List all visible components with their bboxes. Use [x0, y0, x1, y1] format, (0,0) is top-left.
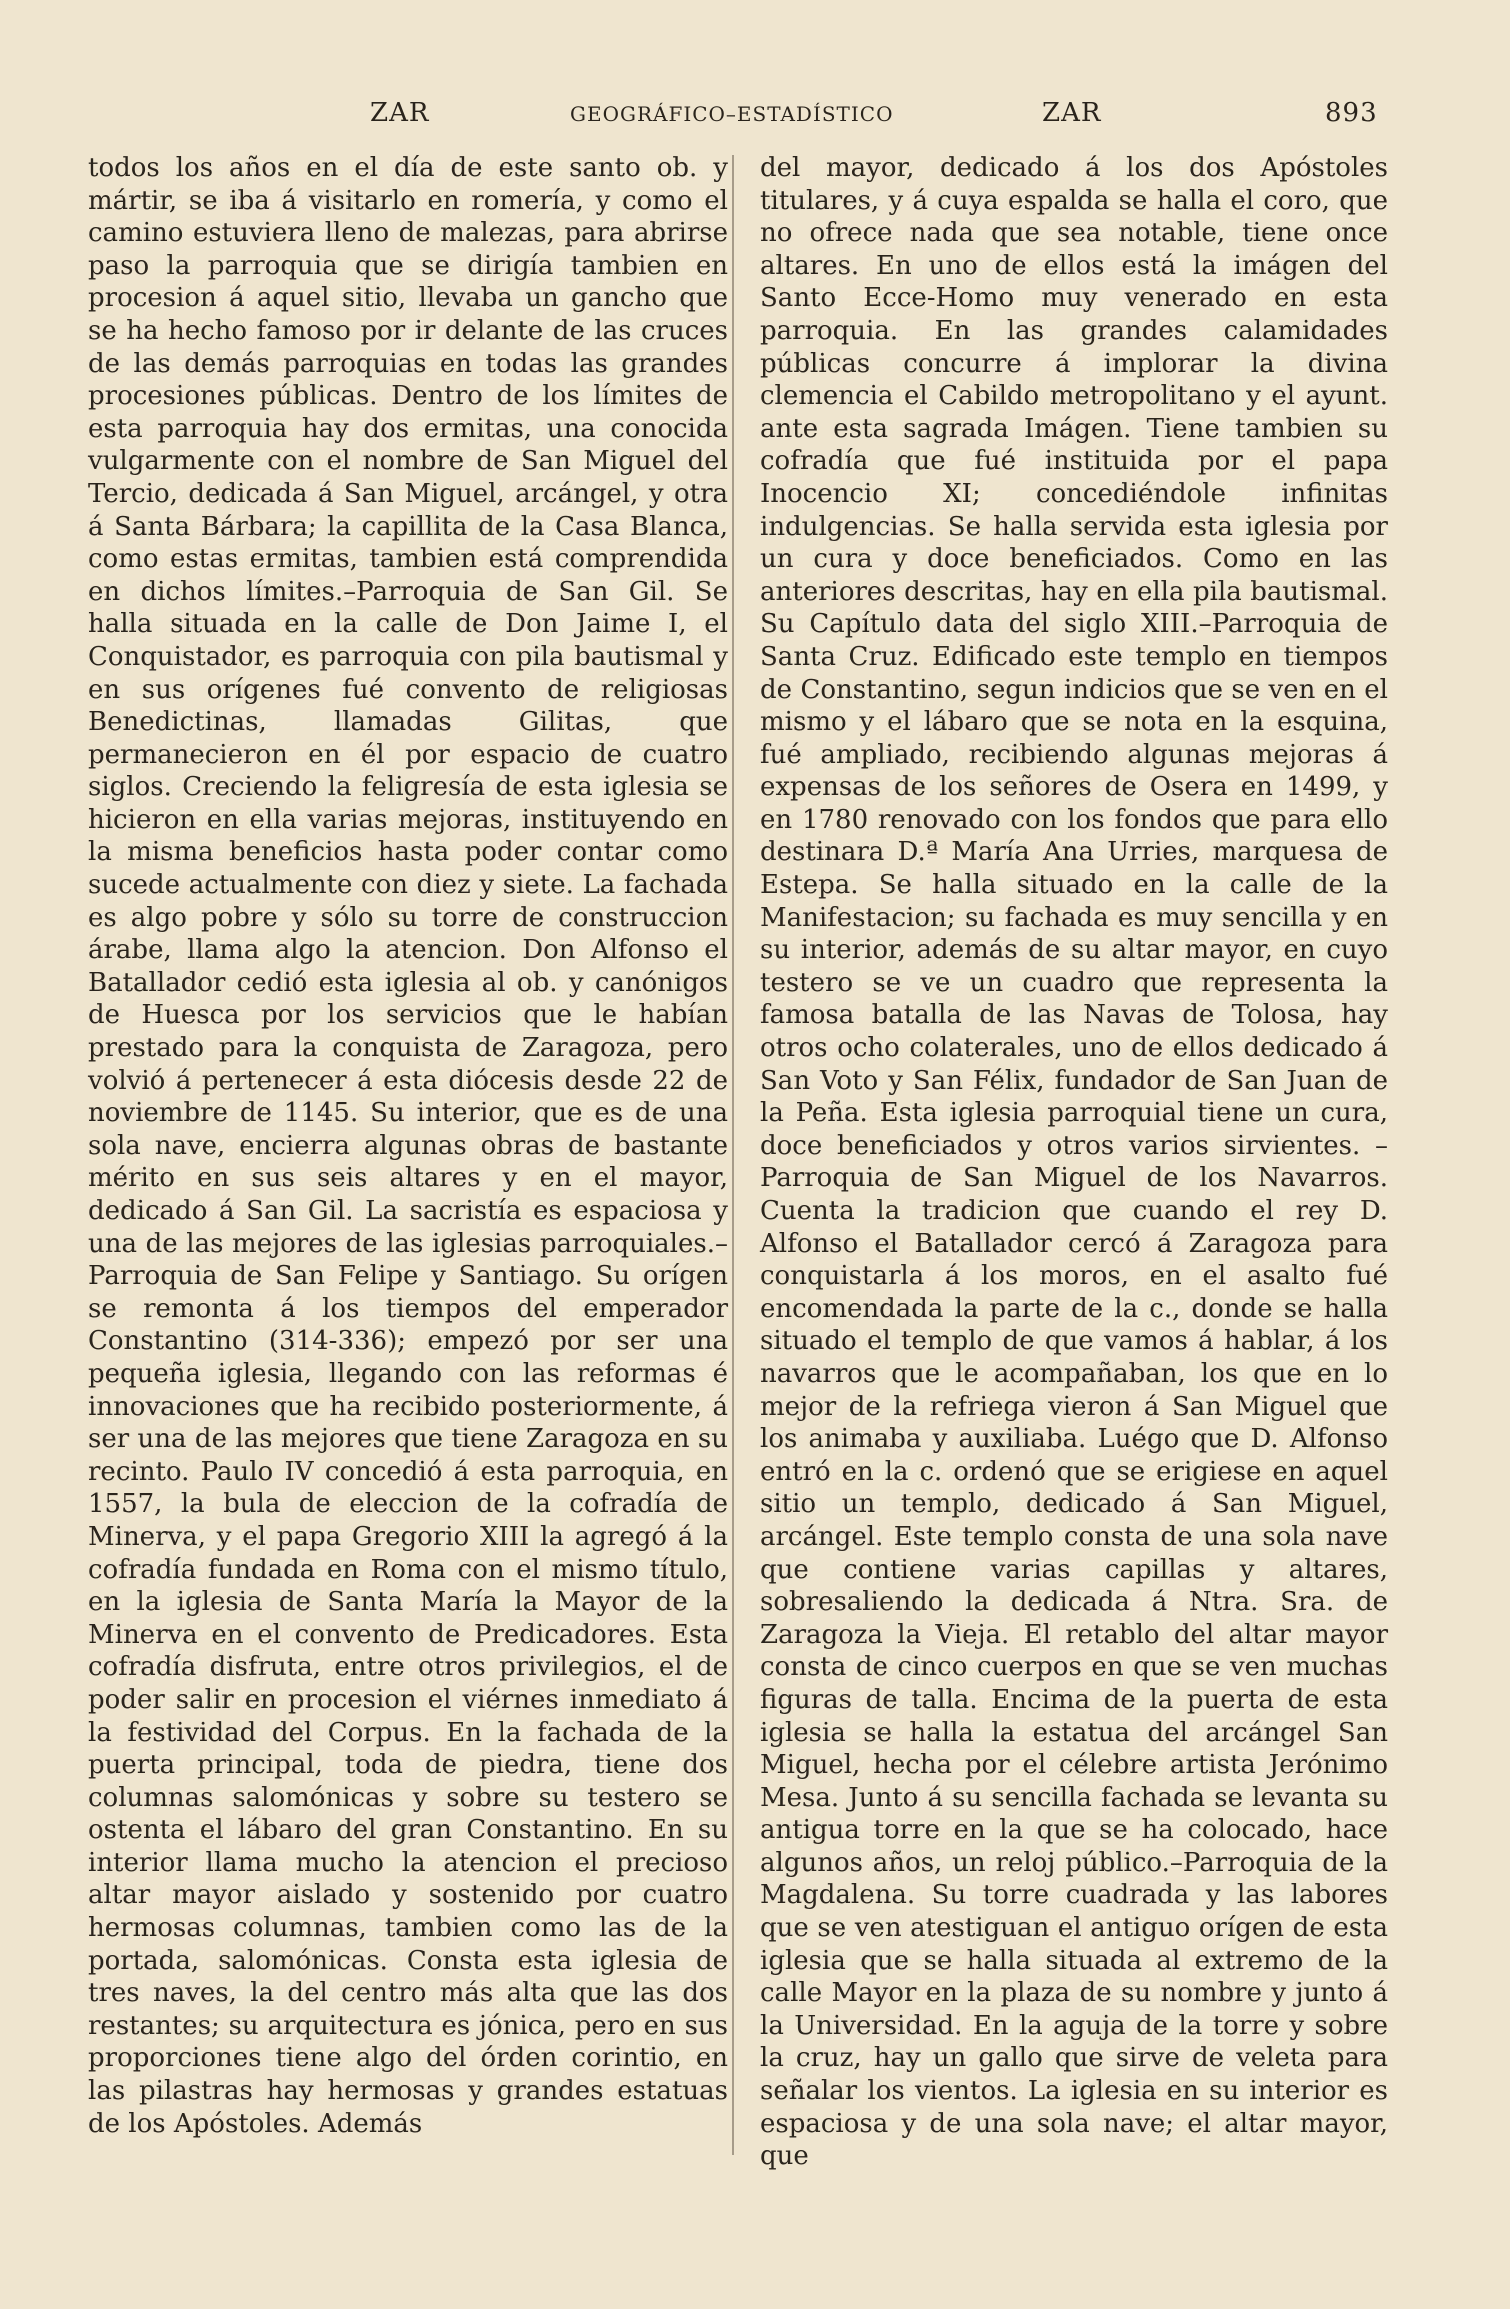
- column-divider: [732, 155, 734, 2155]
- running-header: [0, 98, 1510, 138]
- left-column-text: todos los años en el día de este santo ob. y mártir, se iba á visitarlo en romería, y como el camino estuviera lleno de malezas, para abrirse paso la parroquia que se dirigía tambien en procesion á aquel sitio, llevaba un gancho que se ha hecho famoso por ir delante de las cruces de las demás parroquias en todas las grandes procesiones públicas. Dentro de los límites de esta parroquia hay dos ermitas, una conocida vulgarmente con el nombre de San Miguel del Tercio, dedicada á San Miguel, arcángel, y otra á Santa Bárbara; la capillita de la Casa Blanca, como estas ermitas, tambien está comprendida en dichos límites.–Parroquia de San Gil. Se halla situada en la calle de Don Jaime I, el Conquistador, es parroquia con pila bautismal y en sus orígenes fué convento de religiosas Benedictinas, llamadas Gilitas, que permanecieron en él por espacio de cuatro siglos. Creciendo la feligresía de esta iglesia se hicieron en ella varias mejoras, instituyendo en la misma beneficios hasta poder contar como sucede actualmente con diez y siete. La fachada es algo pobre y sólo su torre de construccion árabe, llama algo la atencion. Don Alfonso el Batallador cedió esta iglesia al ob. y canónigos de Huesca por los servicios que le habían prestado para la conquista de Zaragoza, pero volvió á pertenecer á esta diócesis desde 22 de noviembre de 1145. Su interior, que es de una sola nave, encierra algunas obras de bastante mérito en sus seis altares y en el mayor, dedicado á San Gil. La sacristía es espaciosa y una de las mejores de las iglesias parroquiales.–Parroquia de San Felipe y Santiago. Su orígen se remonta á los tiempos del emperador Constantino (314-336); empezó por ser una pequeña iglesia, llegando con las reformas é innovaciones que ha recibido posteriormente, á ser una de las mejores que tiene Zaragoza en su recinto. Paulo IV concedió á esta parroquia, en 1557, la bula de eleccion de la cofradía de Minerva, y el papa Gregorio XIII la agregó á la cofradía fundada en Roma con el mismo título, en la iglesia de Santa María la Mayor de la Minerva en el convento de Predicadores. Esta cofradía disfruta, entre otros privilegios, el de poder salir en procesion el viérnes inmediato á la festividad del Corpus. En la fachada de la puerta principal, toda de piedra, tiene dos columnas salomónicas y sobre su testero se ostenta el lábaro del gran Constantino. En su interior llama mucho la atencion el precioso altar mayor aislado y sostenido por cuatro hermosas columnas, tambien como las de la portada, salomónicas. Consta esta iglesia de tres naves, la del centro más alta que las dos restantes; su arquitectura es jónica, pero en sus proporciones tiene algo del órden corintio, en las pilastras hay hermosas y grandes estatuas de los Apóstoles. Además: [88, 153, 728, 2139]
- header-right-word: ZAR: [1042, 98, 1102, 128]
- header-title: GEOGRÁFICO–ESTADÍSTICO: [570, 102, 894, 126]
- page-number: 893: [1325, 98, 1378, 128]
- header-left-word: ZAR: [370, 98, 430, 128]
- right-column-text: del mayor, dedicado á los dos Apóstoles titulares, y á cuya espalda se halla el coro, que no ofrece nada que sea notable, tiene once altares. En uno de ellos está la imágen del Santo Ecce-Homo muy venerado en esta parroquia. En las grandes calamidades públicas concurre á implorar la divina clemencia el Cabildo metropolitano y el ayunt. ante esta sagrada Imágen. Tiene tambien su cofradía que fué instituida por el papa Inocencio XI; concediéndole infinitas indulgencias. Se halla servida esta iglesia por un cura y doce beneficiados. Como en las anteriores descritas, hay en ella pila bautismal. Su Capítulo data del siglo XIII.–Parroquia de Santa Cruz. Edificado este templo en tiempos de Constantino, segun indicios que se ven en el mismo y el lábaro que se nota en la esquina, fué ampliado, recibiendo algunas mejoras á expensas de los señores de Osera en 1499, y en 1780 renovado con los fondos que para ello destinara D.ª María Ana Urries, marquesa de Estepa. Se halla situado en la calle de la Manifestacion; su fachada es muy sencilla y en su interior, además de su altar mayor, en cuyo testero se ve un cuadro que representa la famosa batalla de las Navas de Tolosa, hay otros ocho colaterales, uno de ellos dedicado á San Voto y San Félix, fundador de San Juan de la Peña. Esta iglesia parroquial tiene un cura, doce beneficiados y otros varios sirvientes. – Parroquia de San Miguel de los Navarros. Cuenta la tradicion que cuando el rey D. Alfonso el Batallador cercó á Zaragoza para conquistarla á los moros, en el asalto fué encomendada la parte de la c., donde se halla situado el templo de que vamos á hablar, á los navarros que le acompañaban, los que en lo mejor de la refriega vieron á San Miguel que los animaba y auxiliaba. Luégo que D. Alfonso entró en la c. ordenó que se erigiese en aquel sitio un templo, dedicado á San Miguel, arcángel. Este templo consta de una sola nave que contiene varias capillas y altares, sobresaliendo la dedicada á Ntra. Sra. de Zaragoza la Vieja. El retablo del altar mayor consta de cinco cuerpos en que se ven muchas figuras de talla. Encima de la puerta de esta iglesia se halla la estatua del arcángel San Miguel, hecha por el célebre artista Jerónimo Mesa. Junto á su sencilla fachada se levanta su antigua torre en la que se ha colocado, hace algunos años, un reloj público.–Parroquia de la Magdalena. Su torre cuadrada y las labores que se ven atestiguan el antiguo orígen de esta iglesia que se halla situada al extremo de la calle Mayor en la plaza de su nombre y junto á la Universidad. En la aguja de la torre y sobre la cruz, hay un gallo que sirve de veleta para señalar los vientos. La iglesia en su interior es espaciosa y de una sola nave; el altar mayor, que: [760, 153, 1388, 2172]
